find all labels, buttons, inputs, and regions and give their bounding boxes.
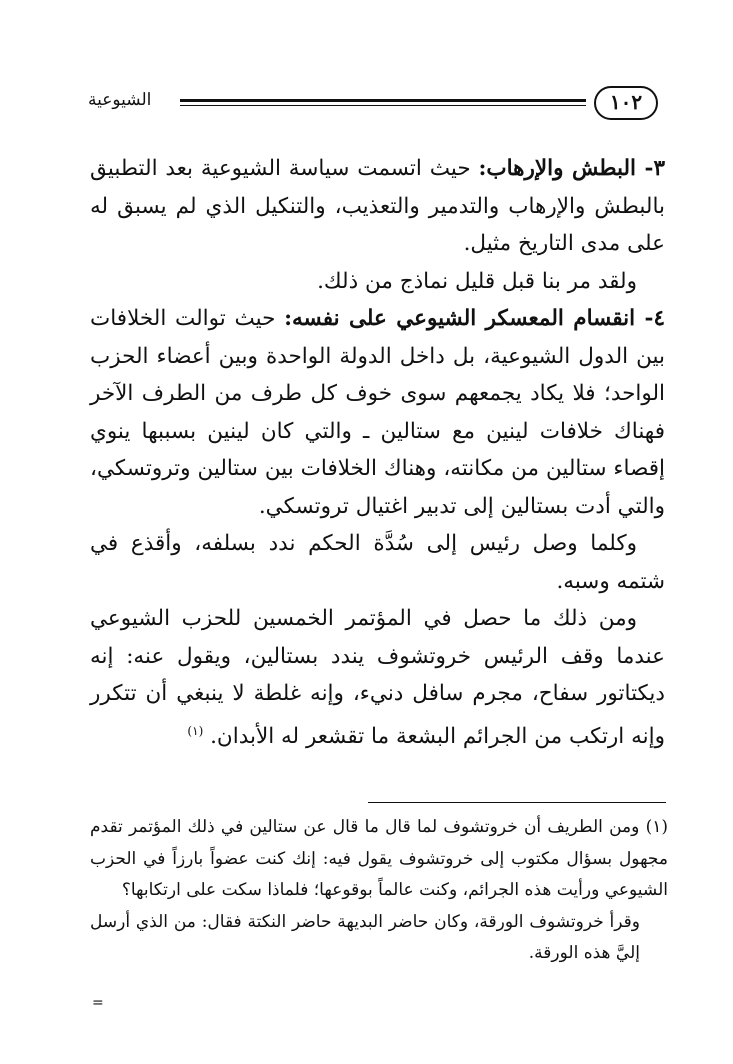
paragraph-3-label: ٤- انقسام المعسكر الشيوعي على نفسه: — [284, 306, 665, 331]
paragraph-1-text: حيث اتسمت سياسة الشيوعية بعد التطبيق بالبطش والإرهاب والتدمير والتعذيب، والتنكيل الذي لم يسبق له على مدى التاريخ مثيل. — [90, 156, 665, 256]
paragraph-5-text: ومن ذلك ما حصل في المؤتمر الخمسين للحزب الشيوعي عندما وقف الرئيس خروتشوف يندد بستالين، ويقول عنه: إنه ديكتاتور سفاح، مجرم سافل دنيء، وإنه غلطة لا ينبغي أن تتكرر وإنه ارتكب من الجرائم البشعة ما تقشعر له الأبدان. — [90, 606, 665, 749]
footnotes — [90, 812, 668, 970]
header-rule-thin — [180, 105, 586, 106]
running-title: الشيوعية — [88, 90, 152, 110]
paragraph-3 — [90, 300, 665, 525]
footnote-1-continued: وقرأ خروتشوف الورقة، وكان حاضر البديهة حاضر النكتة فقال: من الذي أرسل إليَّ هذه الورقة. — [90, 911, 640, 963]
paragraph-1 — [90, 150, 665, 263]
page-header — [88, 86, 658, 120]
page-number: ١٠٢ — [594, 86, 658, 120]
footnote-separator — [368, 802, 666, 803]
footnote-1 — [90, 812, 668, 907]
footnote-1-marker: (١) — [645, 817, 668, 837]
header-rule-thick — [180, 99, 586, 102]
paragraph-3-text: حيث توالت الخلافات بين الدول الشيوعية، بل داخل الدولة الواحدة وبين أعضاء الحزب الواحد؛ فلا يكاد يجمعهم سوى خوف كل طرف من الطرف الآخر فهناك خلافات لينين مع ستالين ـ والتي كان لينين بسببها ينوي إقصاء ستالين من مكانته، وهناك الخلافات بين ستالين وتروتسكي، والتي أدت بستالين إلى تدبير اغتيال تروتسكي. — [90, 306, 665, 519]
main-text — [90, 150, 665, 755]
footnote-1-text: ومن الطريف أن خروتشوف لما قال ما قال عن ستالين في ذلك المؤتمر تقدم مجهول بسؤال مكتوب إلى خروتشوف يقول فيه: إنك كنت عضواً بارزاً في الحزب الشيوعي ورأيت هذه الجرائم، وكنت عالماً بوقوعها؛ فلماذا سكت على ارتكابها؟ — [90, 817, 668, 900]
footnote-reference: (١) — [187, 723, 204, 738]
paragraph-5 — [90, 600, 665, 755]
bottom-mark: = — [92, 995, 104, 1011]
paragraph-4: وكلما وصل رئيس إلى سُدَّة الحكم ندد بسلفه، وأقذع في شتمه وسبه. — [90, 531, 665, 594]
paragraph-2: ولقد مر بنا قبل قليل نماذج من ذلك. — [317, 268, 637, 294]
paragraph-1-label: ٣- البطش والإرهاب: — [478, 156, 665, 181]
